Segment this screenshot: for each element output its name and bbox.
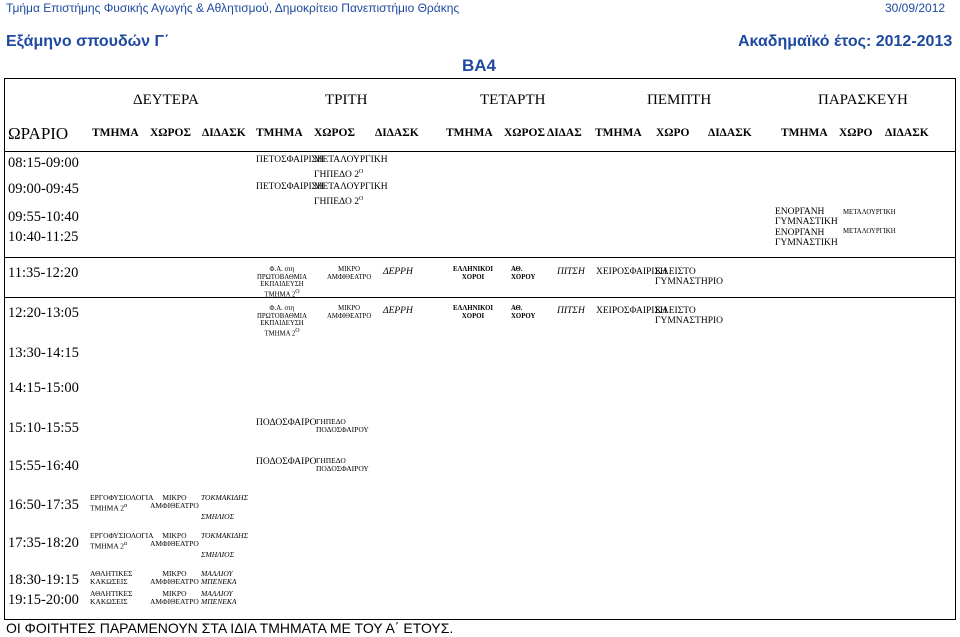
course-pe-primary: Φ.Α. στη ΠΡΩΤΟΒΑΘΜΙΑ ΕΚΠΑΙΔΕΥΣΗ ΤΜΗΜΑ $2^O$ xyxy=(257,305,307,337)
day-thursday: ΠΕΜΠΤΗ xyxy=(647,92,712,108)
time-slot: 17:35-18:20 xyxy=(8,535,79,551)
time-slot: 11:35-12:20 xyxy=(8,265,79,281)
footer-note: ΟΙ ΦΟΙΤΗΤΕΣ ΠΑΡΑΜΕΝΟΥΝ ΣΤΑ ΙΔΙΑ ΤΜΗΜΑΤΑ ΜΕ ΤΟΥ Α΄ ΕΤΟΥΣ. xyxy=(6,620,454,636)
col-section: ΤΜΗΜΑ xyxy=(446,127,493,139)
course-sports-injuries: ΑΘΛΗΤΙΚΕΣ ΚΑΚΩΣΕΙΣ xyxy=(90,569,133,586)
location-metallourgiki: ΜΕΤΑΛΟΥΡΓΙΚΗ xyxy=(314,155,388,165)
hour-column-header: ΩΡΑΡΙΟ xyxy=(8,124,69,143)
col-teacher: ΔΙΔΑΣΚ xyxy=(375,127,419,139)
course-exercise-physiology: ΕΡΓΟΦΥΣΙΟΛΟΓΙΑ ΤΜΗΜΑ $2^\alpha$ xyxy=(90,493,154,513)
location-court-2: ΓΗΠΕΔΟ $2^O$ xyxy=(314,169,364,181)
print-date: 30/09/2012 xyxy=(885,1,946,15)
col-space: ΧΩΡΟ xyxy=(656,127,690,139)
teacher-derri: ΔΕΡΡΗ xyxy=(383,306,413,316)
course-apparatus-gymnastics: ΓΥΜΝΑΣΤΙΚΗ xyxy=(775,217,838,227)
course-football: ΠΟΔΟΣΦΑΙΡΟ xyxy=(256,418,317,428)
time-slot: 12:20-13:05 xyxy=(8,305,79,321)
row-divider xyxy=(4,297,956,298)
course-handball: ΧΕΙΡΟΣΦΑΙΡΙΣΗ xyxy=(596,306,667,316)
location-small-amphitheatre: ΜΙΚΡΟ ΑΜΦΙΘΕΑΤΡΟ xyxy=(150,493,199,510)
day-wednesday: ΤΕΤΑΡΤΗ xyxy=(480,92,546,108)
col-space: ΧΩΡΟ xyxy=(839,127,873,139)
department-title: Τμήμα Επιστήμης Φυσικής Αγωγής & Αθλητισμού, Δημοκρίτειο Πανεπιστήμιο Θράκης xyxy=(6,1,460,15)
col-space: ΧΩΡΟΣ xyxy=(314,127,356,139)
location-small-amphitheatre: ΜΙΚΡΟ ΑΜΦΙΘΕΑΤΡΟ xyxy=(327,266,372,281)
col-teacher: ΔΙΔΑΣΚ xyxy=(885,127,929,139)
course-greek-dances: ΕΛΛΗΝΙΚΟΙ ΧΟΡΟΙ xyxy=(453,266,494,281)
col-section: ΤΜΗΜΑ xyxy=(256,127,303,139)
location-metallourgiki: ΜΕΤΑΛΟΥΡΓΙΚΗ xyxy=(843,228,896,235)
location-indoor-gym: ΚΛΕΙΣΤΟ ΓΥΜΝΑΣΤΗΡΙΟ xyxy=(655,306,724,326)
location-football-field: ΓΗΠΕΔΟ ΠΟΔΟΣΦΑΙΡΟΥ xyxy=(316,417,369,434)
course-volleyball: ΠΕΤΟΣΦΑΙΡΙΣΗ xyxy=(256,155,325,165)
day-friday: ΠΑΡΑΣΚΕΥΗ xyxy=(818,92,908,108)
header-divider xyxy=(4,151,956,152)
col-teacher: ΔΙΔΑΣΚ xyxy=(708,127,752,139)
academic-year: Ακαδημαϊκό έτος: 2012-2013 xyxy=(738,33,953,50)
teacher-pitsi: ΠΙΤΣΗ xyxy=(557,267,585,277)
col-teacher: ΔΙΔΑΣ xyxy=(547,127,582,139)
time-slot: 09:00-09:45 xyxy=(8,181,79,197)
time-slot: 09:55-10:40 xyxy=(8,209,79,225)
course-football: ΠΟΔΟΣΦΑΙΡΟ xyxy=(256,457,317,467)
location-court-2: ΓΗΠΕΔΟ $2^O$ xyxy=(314,196,364,208)
location-dance-hall: ΑΘ. ΧΟΡΟΥ xyxy=(511,266,536,281)
location-football-field: ΓΗΠΕΔΟ ΠΟΔΟΣΦΑΙΡΟΥ xyxy=(316,456,369,473)
col-section: ΤΜΗΜΑ xyxy=(595,127,642,139)
teacher-tokmakidis: ΤΟΚΜΑΚΙΔΗΣ xyxy=(201,493,249,502)
col-space: ΧΩΡΟΣ xyxy=(504,127,546,139)
course-pe-primary: Φ.Α. στη ΠΡΩΤΟΒΑΘΜΙΑ ΕΚΠΑΙΔΕΥΣΗ ΤΜΗΜΑ $2^O$ xyxy=(257,266,307,298)
time-slot: 16:50-17:35 xyxy=(8,497,79,513)
top-banner xyxy=(0,0,960,18)
col-section: ΤΜΗΜΑ xyxy=(92,127,139,139)
time-slot: 18:30-19:15 xyxy=(8,572,79,588)
col-teacher: ΔΙΔΑΣΚ xyxy=(202,127,246,139)
course-greek-dances: ΕΛΛΗΝΙΚΟΙ ΧΟΡΟΙ xyxy=(453,305,494,320)
teacher-malliou: ΜΑΛΛΙΟΥ ΜΠΕΝΕΚΑ xyxy=(201,589,237,606)
location-small-amphitheatre: ΜΙΚΡΟ ΑΜΦΙΘΕΑΤΡΟ xyxy=(327,305,372,320)
course-apparatus-gymnastics: ΕΝΟΡΓΑΝΗ xyxy=(775,207,825,217)
time-slot: 13:30-14:15 xyxy=(8,345,79,361)
time-slot: 08:15-09:00 xyxy=(8,155,79,171)
location-indoor-gym: ΚΛΕΙΣΤΟ ΓΥΜΝΑΣΤΗΡΙΟ xyxy=(655,267,724,287)
location-small-amphitheatre: ΜΙΚΡΟ ΑΜΦΙΘΕΑΤΡΟ xyxy=(150,531,199,548)
course-handball: ΧΕΙΡΟΣΦΑΙΡΙΣΗ xyxy=(596,267,667,277)
teacher-smilios: ΣΜΗΛΙΟΣ xyxy=(201,550,235,559)
semester-label: Εξάμηνο σπουδών Γ΄ xyxy=(6,33,170,50)
time-slot: 15:10-15:55 xyxy=(8,420,79,436)
teacher-pitsi: ΠΙΤΣΗ xyxy=(557,306,585,316)
course-sports-injuries: ΑΘΛΗΤΙΚΕΣ ΚΑΚΩΣΕΙΣ xyxy=(90,589,133,606)
day-tuesday: ΤΡΙΤΗ xyxy=(325,92,368,108)
location-metallourgiki: ΜΕΤΑΛΟΥΡΓΙΚΗ xyxy=(843,209,896,216)
col-section: ΤΜΗΜΑ xyxy=(781,127,828,139)
location-dance-hall: ΑΘ. ΧΟΡΟΥ xyxy=(511,305,536,320)
time-slot: 19:15-20:00 xyxy=(8,592,79,608)
course-apparatus-gymnastics: ΓΥΜΝΑΣΤΙΚΗ xyxy=(775,238,838,248)
col-space: ΧΩΡΟΣ xyxy=(150,127,192,139)
teacher-tokmakidis: ΤΟΚΜΑΚΙΔΗΣ xyxy=(201,531,249,540)
location-small-amphitheatre: ΜΙΚΡΟ ΑΜΦΙΘΕΑΤΡΟ xyxy=(150,589,199,606)
course-volleyball: ΠΕΤΟΣΦΑΙΡΙΣΗ xyxy=(256,182,325,192)
course-apparatus-gymnastics: ΕΝΟΡΓΑΝΗ xyxy=(775,228,825,238)
course-exercise-physiology: ΕΡΓΟΦΥΣΙΟΛΟΓΙΑ ΤΜΗΜΑ $2^\alpha$ xyxy=(90,531,154,551)
location-small-amphitheatre: ΜΙΚΡΟ ΑΜΦΙΘΕΑΤΡΟ xyxy=(150,569,199,586)
location-metallourgiki: ΜΕΤΑΛΟΥΡΓΙΚΗ xyxy=(314,182,388,192)
room-code: ΒΑ4 xyxy=(462,56,497,75)
time-slot: 10:40-11:25 xyxy=(8,229,79,245)
teacher-malliou: ΜΑΛΛΙΟΥ ΜΠΕΝΕΚΑ xyxy=(201,569,237,586)
time-slot: 14:15-15:00 xyxy=(8,380,79,396)
teacher-derri: ΔΕΡΡΗ xyxy=(383,267,413,277)
row-divider xyxy=(4,257,956,258)
day-monday: ΔΕΥΤΕΡΑ xyxy=(133,92,199,108)
time-slot: 15:55-16:40 xyxy=(8,458,79,474)
teacher-smilios: ΣΜΗΛΙΟΣ xyxy=(201,512,235,521)
